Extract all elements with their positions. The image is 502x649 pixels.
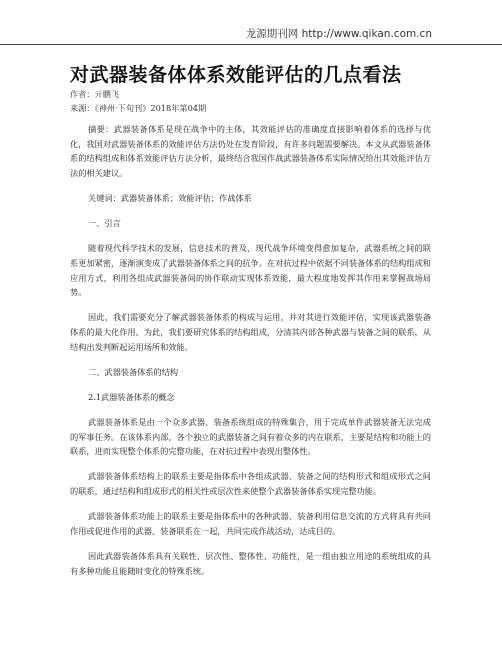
article-author: 作者：亓鹏飞 <box>70 89 120 99</box>
paragraph: 随着现代科学技术的发展，信息技术的普及，现代战争环境变得愈加复杂，武器系统之间的联系更加紧密，逐渐演变成了武器装备体系之间的抗争。在对抗过程中依据不同装备体系的结构组成和应用方式，利用各组成武器装备间的协作联动实现体系效能，最大程度地发挥其作用来掌握战场局势。 <box>70 243 431 298</box>
paragraph: 武器装备体系是由一个众多武器、装备系统组成的特殊集合，用于完成单件武器装备无法完成的军事任务。在该体系内部，各个独立的武器装备之间有着众多的内在联系，主要是结构和功能上的联系，进而实现整个体系的完整功能，在对抗过程中表现出整体性。 <box>70 417 431 457</box>
article-body <box>70 122 431 589</box>
paragraph: 因此，我们需要充分了解武器装备体系的构成与运用，并对其进行效能评估，实现该武器装备体系的最大化作用。为此，我们要研究体系的结构组成，分清其内部各种武器与装备之间的联系，从结构出发判断起运用场所和效能。 <box>70 312 431 352</box>
page-header <box>0 0 502 44</box>
abstract: 摘要：武器装备体系是现在战争中的主体，其效能评估的准确度直接影响着体系的选择与优化，我国对武器装备体系的效能评估方法仍处在发育阶段，有许多问题需要解决。本文从武器装备体系的结构组成和体系效能评估方法分析，最终结合我国作战武器装备体系实际情况给出其效能评估方法的相关建议。 <box>70 124 431 178</box>
article-source: 来源：《神州·下旬刊》2018年第04期 <box>70 103 207 113</box>
subsection-heading: 2.1武器装备体系的概念 <box>88 391 175 402</box>
article-title: 对武器装备体体系效能评估的几点看法 <box>70 64 402 86</box>
paragraph: 武器装备体系结构上的联系主要是指体系中各组成武器、装备之间的结构形式和组成形式之间的联系，通过结构和组成形式的相关性或层次性来使整个武器装备体系实现完整功能。 <box>70 471 431 497</box>
paragraph: 因此武器装备体系具有关联性、层次性、整体性、功能性，是一组由独立用途的系统组成的具有多种功能且能随时变化的特殊系统。 <box>70 551 431 576</box>
keywords: 关键词：武器装备体系；效能评估；作战体系 <box>88 192 252 203</box>
section-heading: 一、引言 <box>88 218 121 229</box>
paragraph: 武器装备体系功能上的联系主要是指体系中的各种武器、装备利用信息交流的方式将具有共同作用或促进作用的武器、装备联系在一起，共同完成作战活动，达成目的。 <box>70 511 431 536</box>
section-heading: 二、武器装备体系的结构 <box>88 366 179 377</box>
header-rule <box>0 44 502 45</box>
site-name[interactable]: 龙源期刊网 http://www.qikan.com.cn <box>245 28 432 40</box>
